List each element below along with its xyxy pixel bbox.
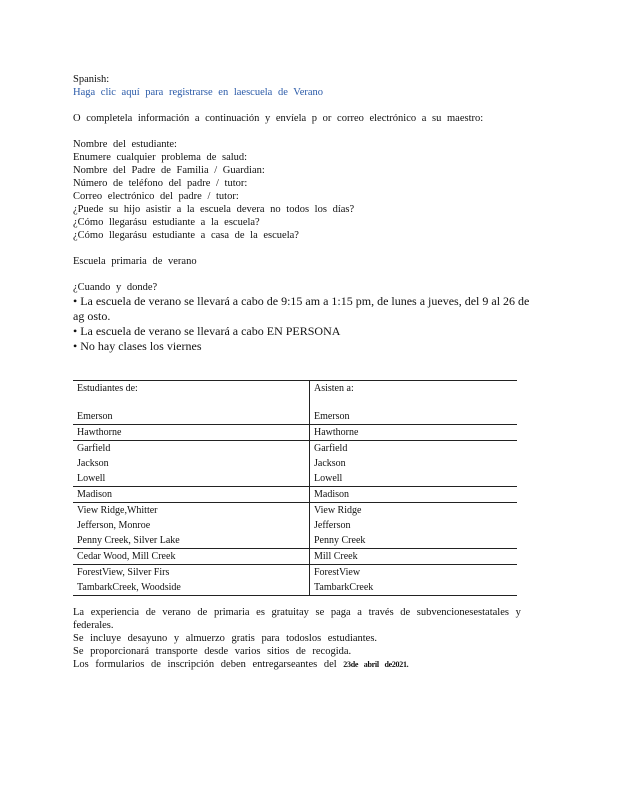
form-field-from-school: ¿Cómo llegarásu estudiante a casa de la escuela?: [73, 230, 299, 241]
language-label: Spanish:: [73, 74, 110, 85]
table-row: [73, 503, 517, 519]
footer-funding: La experiencia de verano de primaria es gratuitay se paga a través de subvencionesestatales y federales.: [73, 607, 521, 631]
school-assignment-table: [73, 380, 517, 596]
cell-from-school: Penny Creek, Silver Lake: [73, 533, 310, 549]
cell-to-school: TambarkCreek: [310, 580, 518, 596]
bullet-schedule: • La escuela de verano se llevará a cabo de 9:15 am a 1:15 pm, de lunes a jueves, del 9 al 26 de ag osto.: [73, 294, 530, 323]
instructions: O completela información a continuación y envíela p or correo electrónico a su maestro:: [73, 113, 484, 124]
footer-transport: Se proporcionará transporte desde varios sitios de recogida.: [73, 646, 352, 657]
form-field-to-school: ¿Cómo llegarásu estudiante a la escuela?: [73, 217, 260, 228]
cell-to-school: Emerson: [314, 411, 350, 422]
form-field-attend-daily: ¿Puede su hijo asistir a la escuela devera no todos los días?: [73, 204, 355, 215]
cell-to-school: Mill Creek: [310, 549, 518, 565]
cell-to-school: Penny Creek: [314, 535, 366, 546]
info-bullets: [73, 294, 533, 354]
cell-to-school: Jefferson: [314, 520, 351, 531]
footer-deadline: [73, 658, 533, 671]
form-field-student-name: Nombre del estudiante:: [73, 139, 177, 150]
form-field-parent-name: Nombre del Padre de Familia / Guardian:: [73, 165, 265, 176]
footer-deadline-text: Los formularios de inscripción deben entregarseantes del: [73, 659, 337, 670]
table-row: [73, 533, 517, 549]
cell-to-school: Madison: [310, 487, 518, 503]
column-header-to: Asisten a:: [310, 381, 518, 410]
cell-from-school: Emerson: [73, 409, 310, 425]
table-row: [73, 580, 517, 596]
cell-from-school: ForestView, Silver Firs: [73, 565, 310, 581]
register-link[interactable]: Haga clic aquí para registrarse en laescuela de Verano: [73, 87, 324, 98]
when-where-heading: ¿Cuando y donde?: [73, 282, 158, 293]
bullet-no-fridays: • No hay clases los viernes: [73, 339, 202, 353]
cell-from-school: TambarkCreek, Woodside: [73, 580, 310, 596]
cell-from-school: Jackson: [73, 456, 310, 471]
table-row: [73, 441, 517, 457]
footer-meals: Se incluye desayuno y almuerzo gratis para todoslos estudiantes.: [73, 633, 378, 644]
column-header-from: Estudiantes de:: [73, 381, 310, 410]
cell-from-school: Jefferson, Monroe: [73, 518, 310, 533]
cell-to-school: Hawthorne: [310, 425, 518, 441]
document-body: [73, 73, 533, 354]
cell-from-school: Hawthorne: [73, 425, 310, 441]
form-field-parent-phone: Número de teléfono del padre / tutor:: [73, 178, 248, 189]
bullet-in-person: • La escuela de verano se llevará a cabo EN PERSONA: [73, 324, 341, 338]
table-header-row: [73, 381, 517, 410]
form-field-health: Enumere cualquier problema de salud:: [73, 152, 248, 163]
cell-to-school: Lowell: [314, 473, 343, 484]
cell-from-school: Madison: [73, 487, 310, 503]
cell-to-school: Jackson: [314, 458, 346, 469]
form-fields: [73, 138, 533, 242]
cell-from-school: Garfield: [73, 441, 310, 457]
cell-from-school: Cedar Wood, Mill Creek: [73, 549, 310, 565]
footer-deadline-date: 23de abril de2021.: [343, 660, 409, 669]
table-row: [73, 456, 517, 471]
cell-to-school: View Ridge: [310, 503, 518, 519]
footer-notes: [73, 606, 533, 671]
section-title: Escuela primaria de verano: [73, 256, 197, 267]
table-row: [73, 549, 517, 565]
cell-to-school: ForestView: [310, 565, 518, 581]
table-row: [73, 425, 517, 441]
table-row: [73, 487, 517, 503]
table-row: [73, 409, 517, 425]
table-row: [73, 471, 517, 487]
cell-to-school: Garfield: [310, 441, 518, 457]
cell-from-school: View Ridge,Whitter: [73, 503, 310, 519]
form-field-parent-email: Correo electrónico del padre / tutor:: [73, 191, 239, 202]
table-row: [73, 565, 517, 581]
table-row: [73, 518, 517, 533]
cell-from-school: Lowell: [73, 471, 310, 487]
